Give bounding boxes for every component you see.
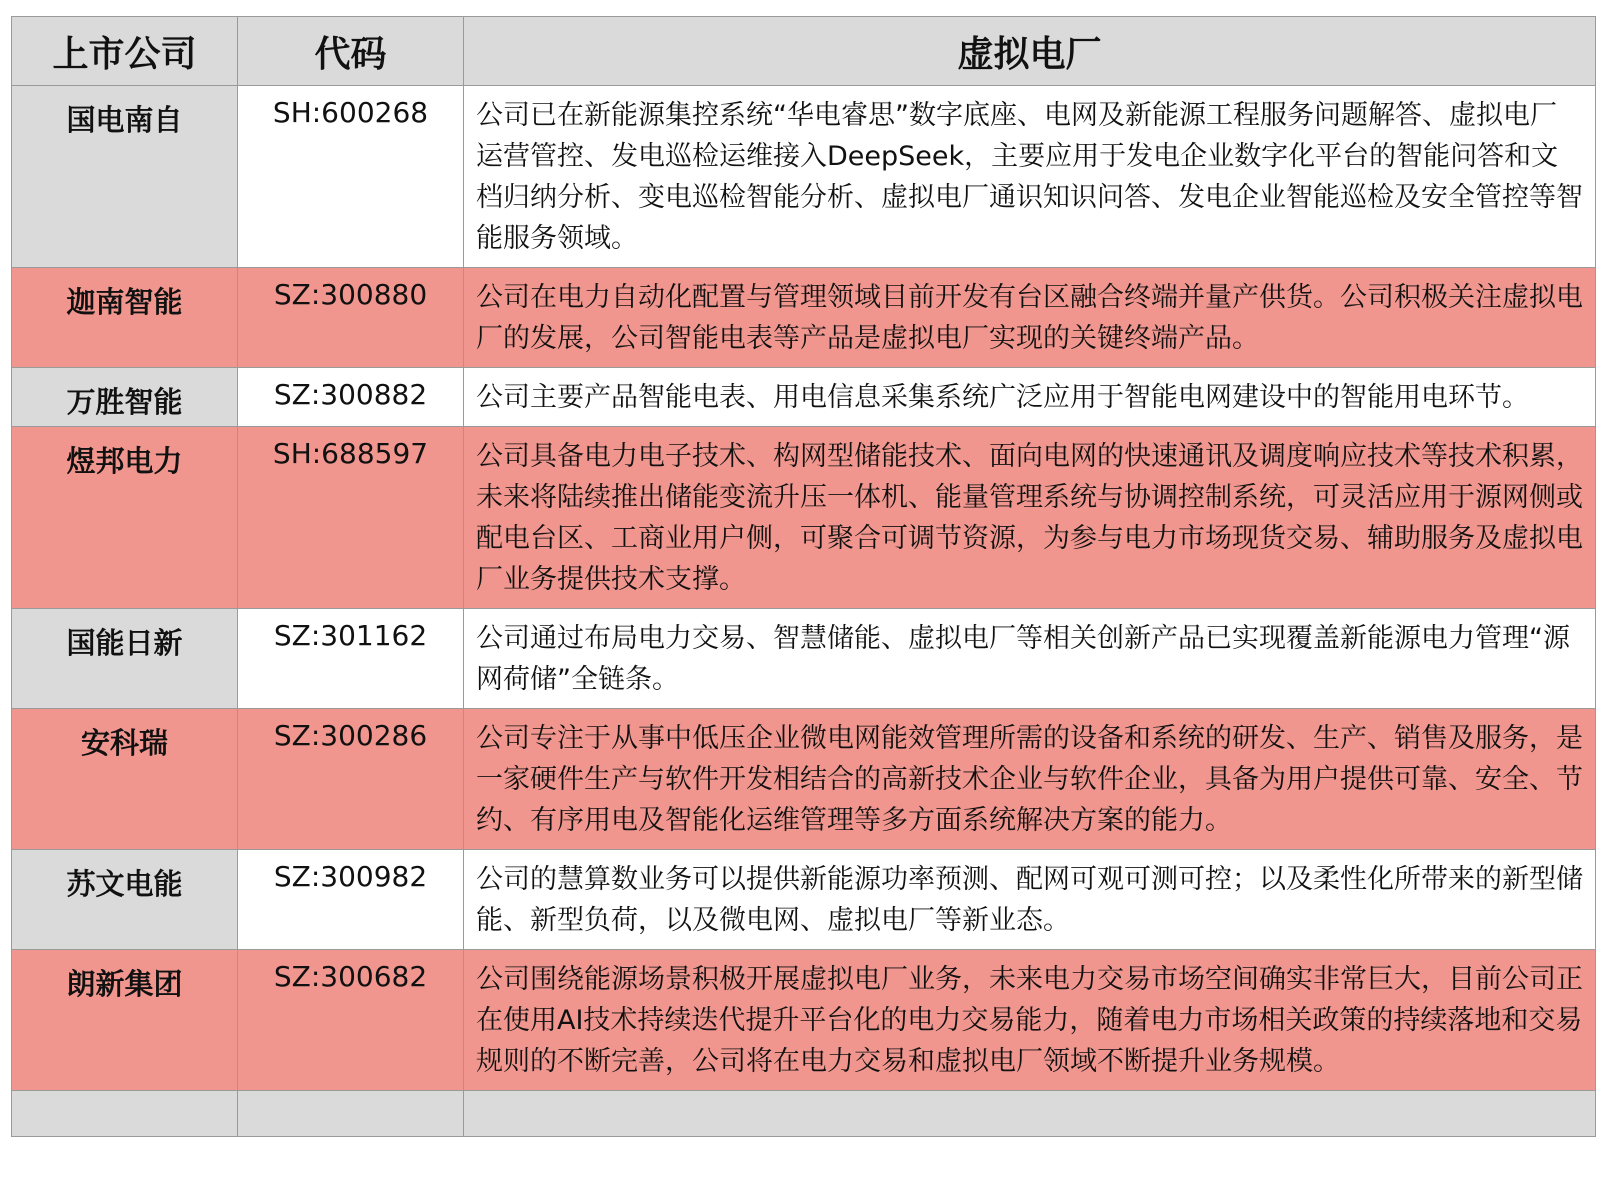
company-name: 迦南智能 [12,268,238,368]
table-row [12,268,1596,368]
table-row [12,368,1596,427]
virtual-power-plant-table [11,16,1596,1137]
company-name: 国电南自 [12,86,238,268]
company-name: 煜邦电力 [12,427,238,609]
company-name: 国能日新 [12,609,238,709]
table-row [12,709,1596,850]
table-row [12,609,1596,709]
company-name: 苏文电能 [12,850,238,950]
business-description: 公司已在新能源集控系统“华电睿思”数字底座、电网及新能源工程服务问题解答、虚拟电厂运营管控、发电巡检运维接入DeepSeek，主要应用于发电企业数字化平台的智能问答和文档归纳分析、变电巡检智能分析、虚拟电厂通识知识问答、发电企业智能巡检及安全管控等智能服务领域。 [464,86,1596,268]
business-description: 公司通过布局电力交易、智慧储能、虚拟电厂等相关创新产品已实现覆盖新能源电力管理“源网荷储”全链条。 [464,609,1596,709]
table-row [12,86,1596,268]
stock-code: SZ:300982 [238,850,464,950]
stock-code: SZ:300880 [238,268,464,368]
stock-code: SZ:300882 [238,368,464,427]
business-description: 公司的慧算数业务可以提供新能源功率预测、配网可观可测可控；以及柔性化所带来的新型储能、新型负荷，以及微电网、虚拟电厂等新业态。 [464,850,1596,950]
table-row [12,850,1596,950]
empty-cell [12,1091,238,1137]
table-row [12,950,1596,1091]
table-row-cut-off [12,1091,1596,1137]
table-row [12,427,1596,609]
company-name: 万胜智能 [12,368,238,427]
empty-cell [238,1091,464,1137]
stock-code: SZ:301162 [238,609,464,709]
stock-code: SZ:300286 [238,709,464,850]
company-name: 安科瑞 [12,709,238,850]
header-code: 代码 [238,17,464,86]
stock-code: SH:600268 [238,86,464,268]
business-description: 公司在电力自动化配置与管理领域目前开发有台区融合终端并量产供货。公司积极关注虚拟电厂的发展，公司智能电表等产品是虚拟电厂实现的关键终端产品。 [464,268,1596,368]
business-description: 公司围绕能源场景积极开展虚拟电厂业务，未来电力交易市场空间确实非常巨大，目前公司正在使用AI技术持续迭代提升平台化的电力交易能力，随着电力市场相关政策的持续落地和交易规则的不断完善，公司将在电力交易和虚拟电厂领域不断提升业务规模。 [464,950,1596,1091]
business-description: 公司专注于从事中低压企业微电网能效管理所需的设备和系统的研发、生产、销售及服务，是一家硬件生产与软件开发相结合的高新技术企业与软件企业，具备为用户提供可靠、安全、节约、有序用电及智能化运维管理等多方面系统解决方案的能力。 [464,709,1596,850]
business-description: 公司主要产品智能电表、用电信息采集系统广泛应用于智能电网建设中的智能用电环节。 [464,368,1596,427]
stock-code: SH:688597 [238,427,464,609]
company-name: 朗新集团 [12,950,238,1091]
header-row [12,17,1596,86]
header-desc: 虚拟电厂 [464,17,1596,86]
stock-code: SZ:300682 [238,950,464,1091]
business-description: 公司具备电力电子技术、构网型储能技术、面向电网的快速通讯及调度响应技术等技术积累，未来将陆续推出储能变流升压一体机、能量管理系统与协调控制系统，可灵活应用于源网侧或配电台区、工商业用户侧，可聚合可调节资源，为参与电力市场现货交易、辅助服务及虚拟电厂业务提供技术支撑。 [464,427,1596,609]
empty-cell [464,1091,1596,1137]
header-company: 上市公司 [12,17,238,86]
